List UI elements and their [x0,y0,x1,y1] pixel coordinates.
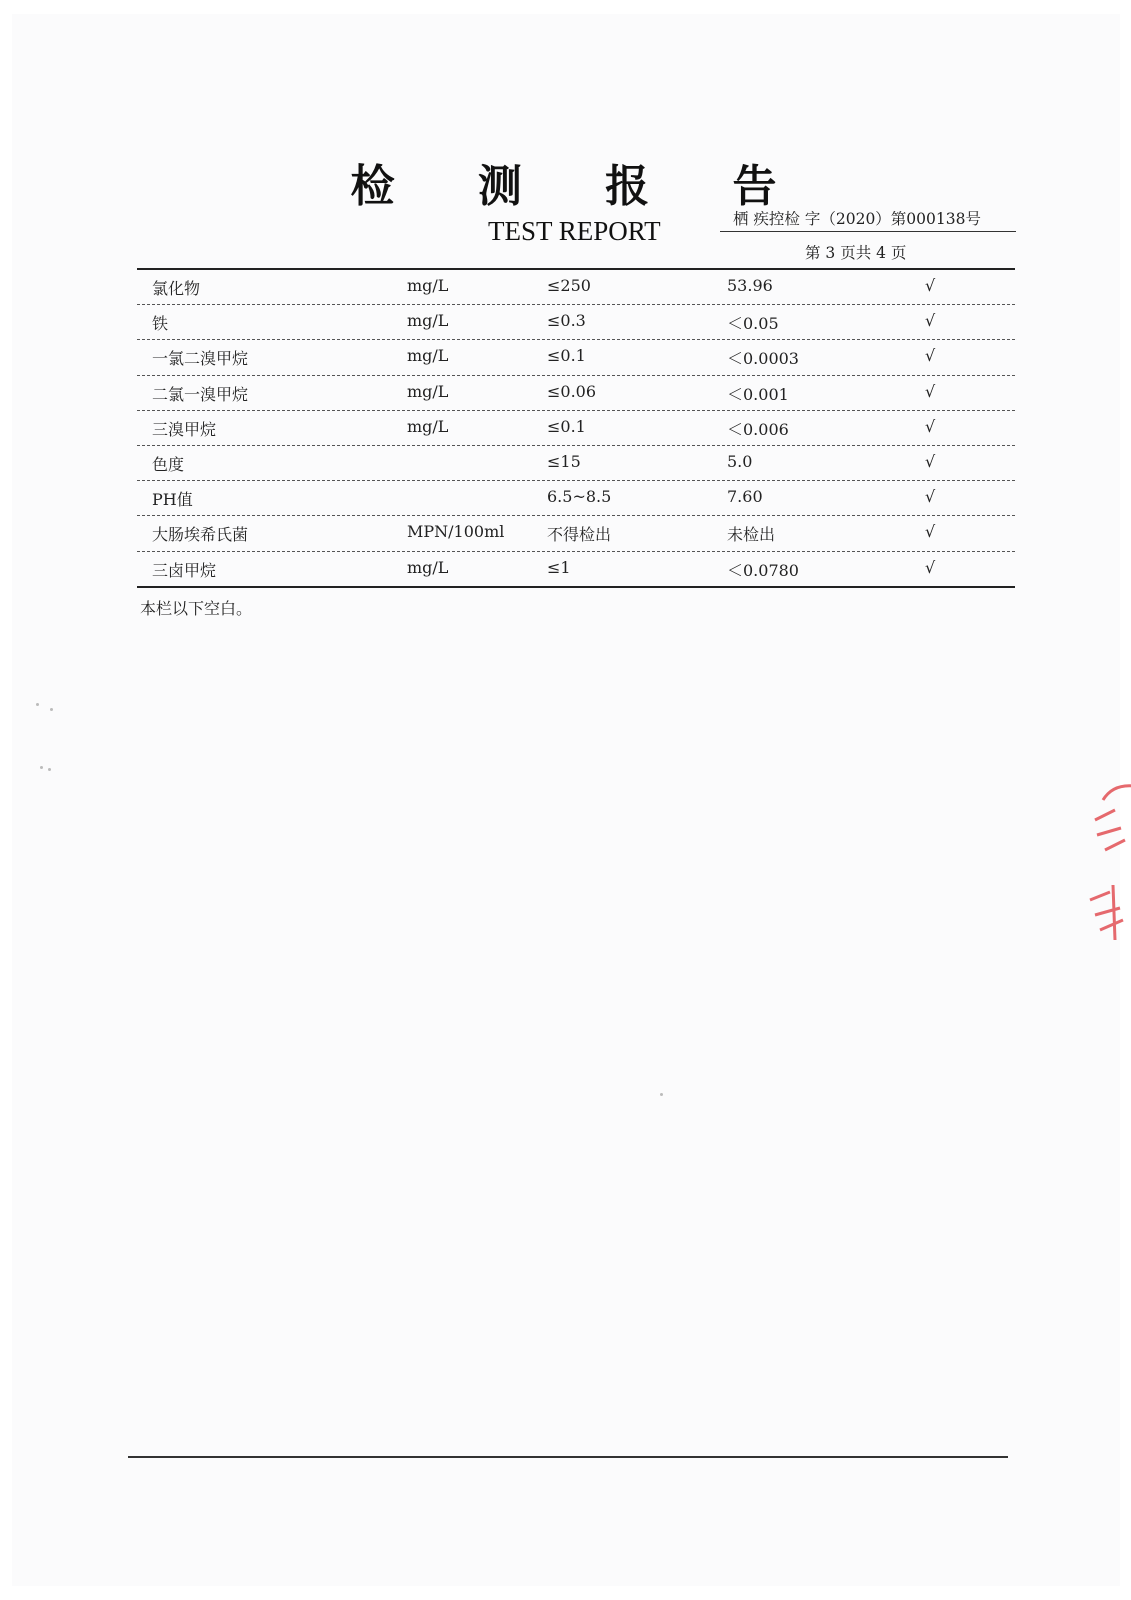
seal-glyph-strokes-lower [1090,885,1123,940]
item-unit: MPN/100ml [407,522,505,542]
item-name: 铁 [152,314,169,334]
item-standard: ≤250 [547,276,591,295]
item-standard: ≤1 [547,557,571,577]
seal-arc [1103,786,1131,800]
item-name: 二氯一溴甲烷 [152,384,249,404]
table-row [137,446,1015,481]
table-row [137,516,1015,551]
item-unit: mg/L [407,276,449,295]
item-unit: mg/L [407,346,449,366]
item-name: 氯化物 [152,279,201,298]
item-result: ＜0.05 [727,314,779,334]
seal-glyph-strokes [1095,810,1125,850]
table-row [137,305,1015,340]
item-result: 7.60 [727,487,763,507]
document-number: 栖 疾控检 字（2020）第000138号 [733,210,981,228]
item-name: 一氯二溴甲烷 [152,349,249,369]
item-standard: ≤0.1 [547,346,586,366]
page-indicator: 第 3 页共 4 页 [805,244,907,262]
blank-below-note: 本栏以下空白。 [140,599,253,618]
item-result: ＜0.001 [727,384,789,404]
report-page [12,14,1120,1586]
item-unit: mg/L [407,381,449,401]
item-judgement: √ [925,451,936,471]
item-judgement: √ [925,276,936,295]
table-row [137,340,1015,375]
item-standard: 6.5~8.5 [547,487,612,507]
item-judgement: √ [925,381,936,401]
table-row [137,552,1015,586]
item-judgement: √ [925,487,936,507]
item-result: 53.96 [727,276,773,295]
official-seal-stamp [1085,780,1131,1000]
item-result: ＜0.006 [727,419,789,439]
item-name: 三溴甲烷 [152,419,217,439]
item-unit: mg/L [407,311,449,331]
item-judgement: √ [925,416,936,436]
item-name: 大肠埃希氏菌 [152,525,249,545]
item-unit: mg/L [407,416,449,436]
item-judgement: √ [925,522,936,542]
footer-divider [128,1456,1008,1458]
item-result: ＜0.0780 [727,560,799,580]
table-row [137,481,1015,516]
item-result: ＜0.0003 [727,349,799,369]
item-judgement: √ [925,311,936,331]
item-standard: ≤0.1 [547,416,586,436]
report-subtitle: TEST REPORT [488,216,661,246]
table-row [137,411,1015,446]
item-judgement: √ [925,557,936,577]
document-number-underline [720,231,1016,232]
table-row [137,270,1015,305]
item-name: PH值 [152,490,193,510]
item-name: 色度 [152,454,185,474]
results-table [137,268,1015,588]
item-unit: mg/L [407,557,449,577]
item-result: 未检出 [727,525,776,545]
item-standard: ≤0.3 [547,311,586,331]
item-judgement: √ [925,346,936,366]
report-title: 检 测 报 告 [350,161,811,212]
item-name: 三卤甲烷 [152,560,217,580]
item-standard: ≤15 [547,451,581,471]
item-standard: ≤0.06 [547,381,597,401]
item-result: 5.0 [727,451,753,471]
table-row [137,376,1015,411]
item-standard: 不得检出 [547,525,612,545]
